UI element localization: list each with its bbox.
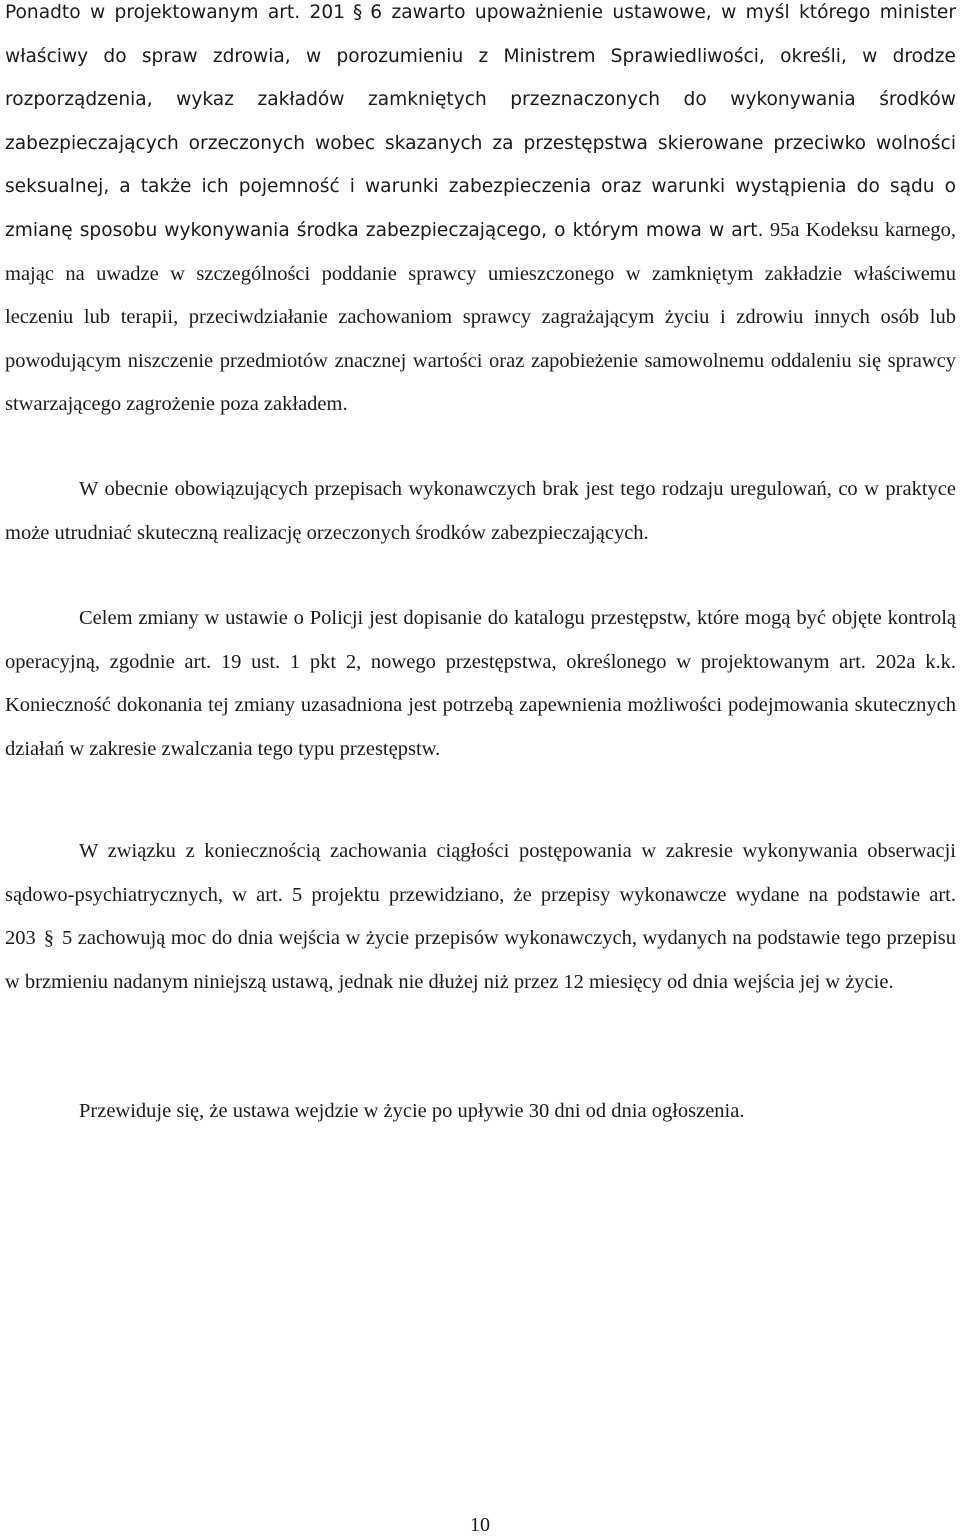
paragraph-delegation: [5, 0, 956, 427]
page-number: 10: [470, 1514, 490, 1536]
paragraph-entry-into-force: Przewiduje się, że ustawa wejdzie w życie po upływie 30 dni od dnia ogłoszenia.: [79, 1100, 745, 1122]
section-sign: §: [43, 927, 54, 950]
paragraph-text-part-a: W związku z koniecznością zachowania ciągłości postępowania w zakresie wykonywania obserwacji sądowo-psychiatrycznych, w art. 5 projektu przewidziano, że przepisy wykonawcze wydane na podstawie art. 203: [5, 840, 956, 950]
paragraph-text-sans-rest: 6 zawarto upoważnienie ustawowe, w myśl którego minister właściwy do spraw zdrowia, w porozumieniu z Ministrem Sprawiedliwości, określi, w drodze rozporządzenia, wykaz zakładów zamkniętych przeznaczonych do wykonywania środków zabezpieczających orzeczonych wobec skazanych za przestępstwa skierowane przeciwko wolności seksualnej, a także ich pojemność i warunki zabezpieczenia oraz warunki wystąpienia do sądu o zmianę sposobu wykonywania środka zabezpieczającego, o którym mowa w art.: [5, 2, 956, 241]
paragraph-text-part-b: 5 zachowują moc do dnia wejścia w życie przepisów wykonawczych, wydanych na podstawie tego przepisu w brzmieniu nadanym niniejszą ustawą, jednak nie dłużej niż przez 12 miesięcy od dnia wejścia jej w życie.: [5, 927, 956, 993]
paragraph-transitional-provisions: [5, 830, 956, 1004]
paragraph-current-regulations: W obecnie obowiązujących przepisach wykonawczych brak jest tego rodzaju uregulowań, co w praktyce może utrudniać skuteczną realizację orzeczonych środków zabezpieczających.: [5, 478, 956, 544]
paragraph-police-act-change: Celem zmiany w ustawie o Policji jest dopisanie do katalogu przestępstw, które mogą być objęte kontrolą operacyjną, zgodnie art. 19 ust. 1 pkt 2, nowego przestępstwa, określonego w projektowanym art. 202a k.k. Konieczność dokonania tej zmiany uzasadniona jest potrzebą zapewnienia możliwości podejmowania skutecznych działań w zakresie zwalczania tego typu przestępstw.: [5, 607, 956, 760]
paragraph-text-sans-start: Ponadto w projektowanym art. 201: [5, 2, 345, 23]
section-sign: §: [352, 2, 363, 23]
paragraph-text-serif-rest: 95a Kodeksu karnego, mając na uwadze w szczególności poddanie sprawcy umieszczonego w zamkniętym zakładzie właściwemu leczeniu lub terapii, przeciwdziałanie zachowaniom sprawcy zagrażającym życiu i zdrowiu innych osób lub powodującym niszczenie przedmiotów znacznej wartości oraz zapobieżenie samowolnemu oddaleniu się sprawcy stwarzającego zagrożenie poza zakładem.: [5, 218, 957, 416]
